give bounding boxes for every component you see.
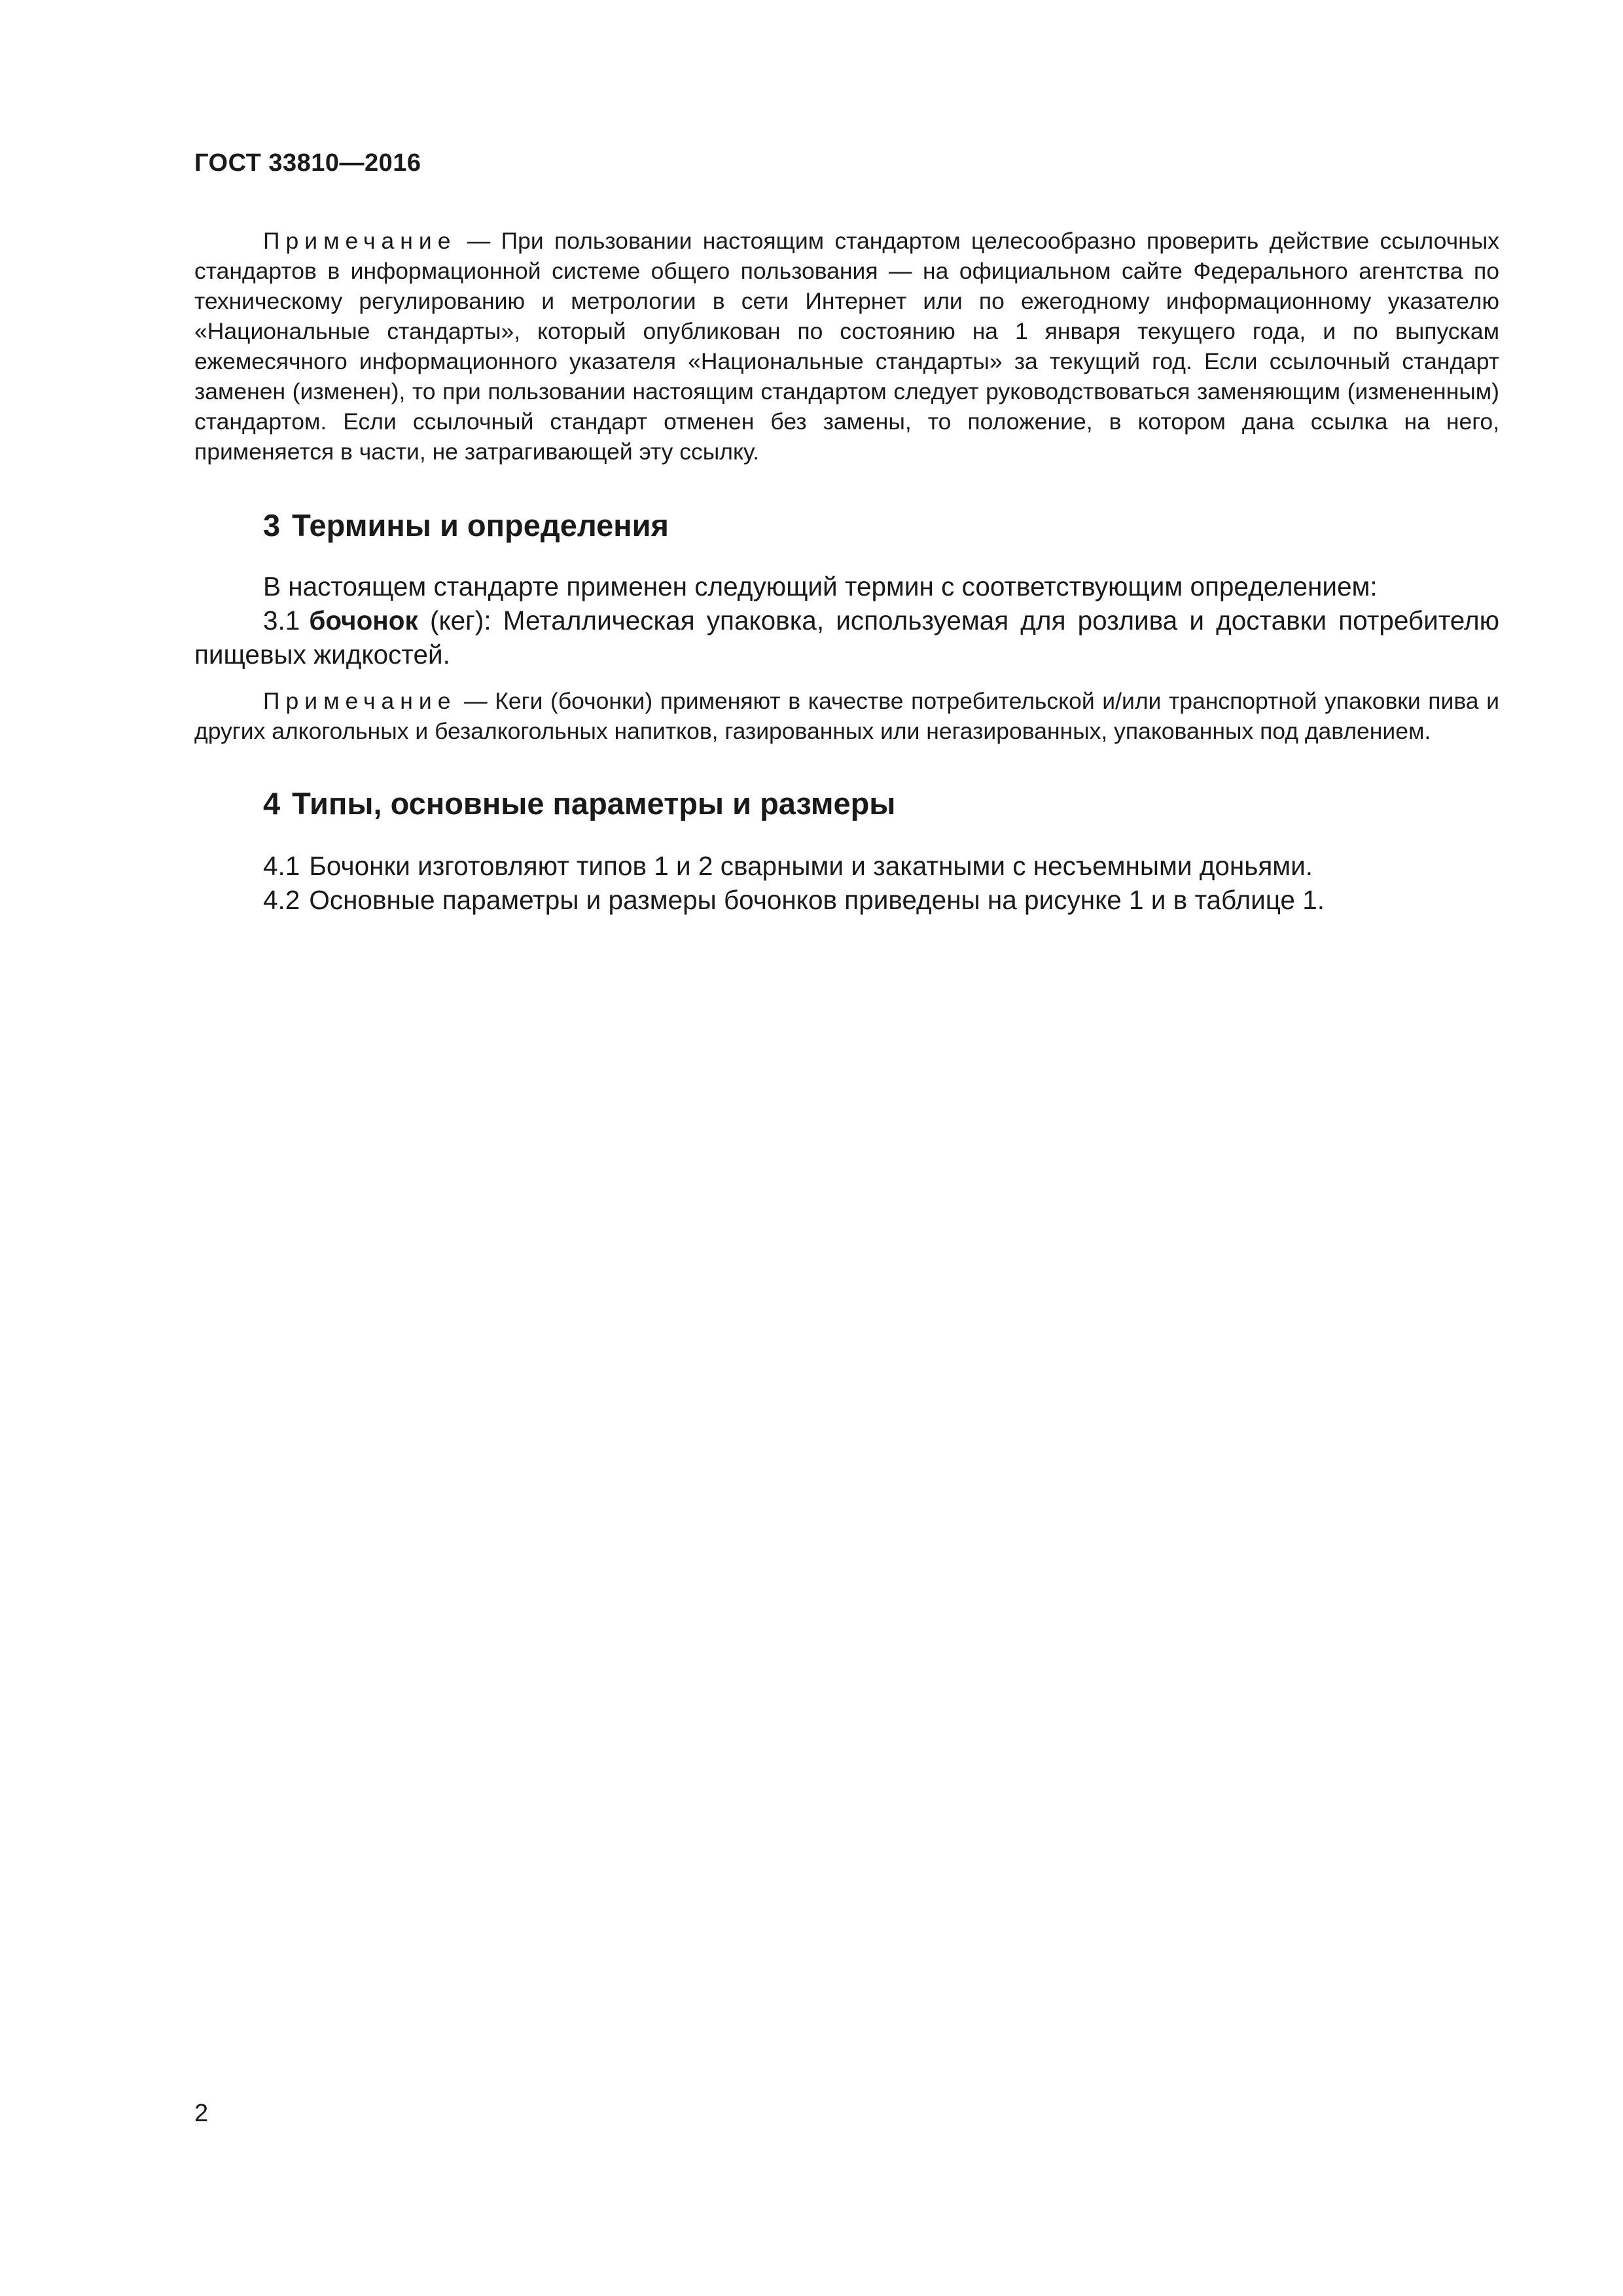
clause-number: 4.2: [263, 885, 300, 915]
section-4-heading: [194, 785, 1499, 821]
note-kegs: [194, 686, 1499, 746]
page-content: [194, 226, 1499, 917]
clause-4-2: [194, 883, 1499, 917]
note-label: Примечание: [263, 228, 457, 254]
note-text: — При пользовании настоящим стандартом целесообразно проверить действие ссылочных стандартов в информационной системе общего пользования — на официальном сайте Федерального агентства по техническому регулированию и метрологии в сети Интернет или по ежегодному информационному указателю «Национальные стандарты», который опубликован по состоянию на 1 января текущего года, и по выпускам ежемесячного информационного указателя «Национальные стандарты» за текущий год. Если ссылочный стандарт заменен (изменен), то при пользовании настоящим стандартом следует руководствоваться заменяющим (измененным) стандартом. Если ссылочный стандарт отменен без замены, то положение, в котором дана ссылка на него, применяется в части, не затрагивающей эту ссылку.: [194, 228, 1499, 465]
term-definition: (кег): Металлическая упаковка, используемая для розлива и доставки потребителю пищевых жидкостей.: [194, 605, 1499, 670]
clause-number: 3.1: [263, 605, 300, 636]
clause-number: 4.1: [263, 851, 300, 881]
section-number: 3: [263, 508, 281, 543]
note-text: — Кеги (бочонки) применяют в качестве потребительской и/или транспортной упаковки пива и других алкогольных и безалкогольных напитков, газированных или негазированных, упакованных под давлением.: [194, 688, 1499, 744]
document-code-header: ГОСТ 33810—2016: [194, 149, 421, 177]
page-number: 2: [194, 2100, 209, 2127]
section-title: Термины и определения: [292, 508, 669, 543]
term: бочонок: [309, 605, 418, 636]
clause-3-1: [194, 603, 1499, 672]
clause-text: Бочонки изготовляют типов 1 и 2 сварными и закатными с несъемными доньями.: [309, 851, 1313, 881]
note-referenced-standards: [194, 226, 1499, 467]
note-label: Примечание: [263, 688, 457, 714]
section-number: 4: [263, 786, 281, 821]
section-3-heading: [194, 507, 1499, 543]
section-3-intro: В настоящем стандарте применен следующий термин с соответствующим определением:: [263, 571, 1378, 601]
clause-4-1: [194, 849, 1499, 883]
clause-text: Основные параметры и размеры бочонков приведены на рисунке 1 и в таблице 1.: [309, 885, 1325, 915]
section-title: Типы, основные параметры и размеры: [292, 786, 896, 821]
